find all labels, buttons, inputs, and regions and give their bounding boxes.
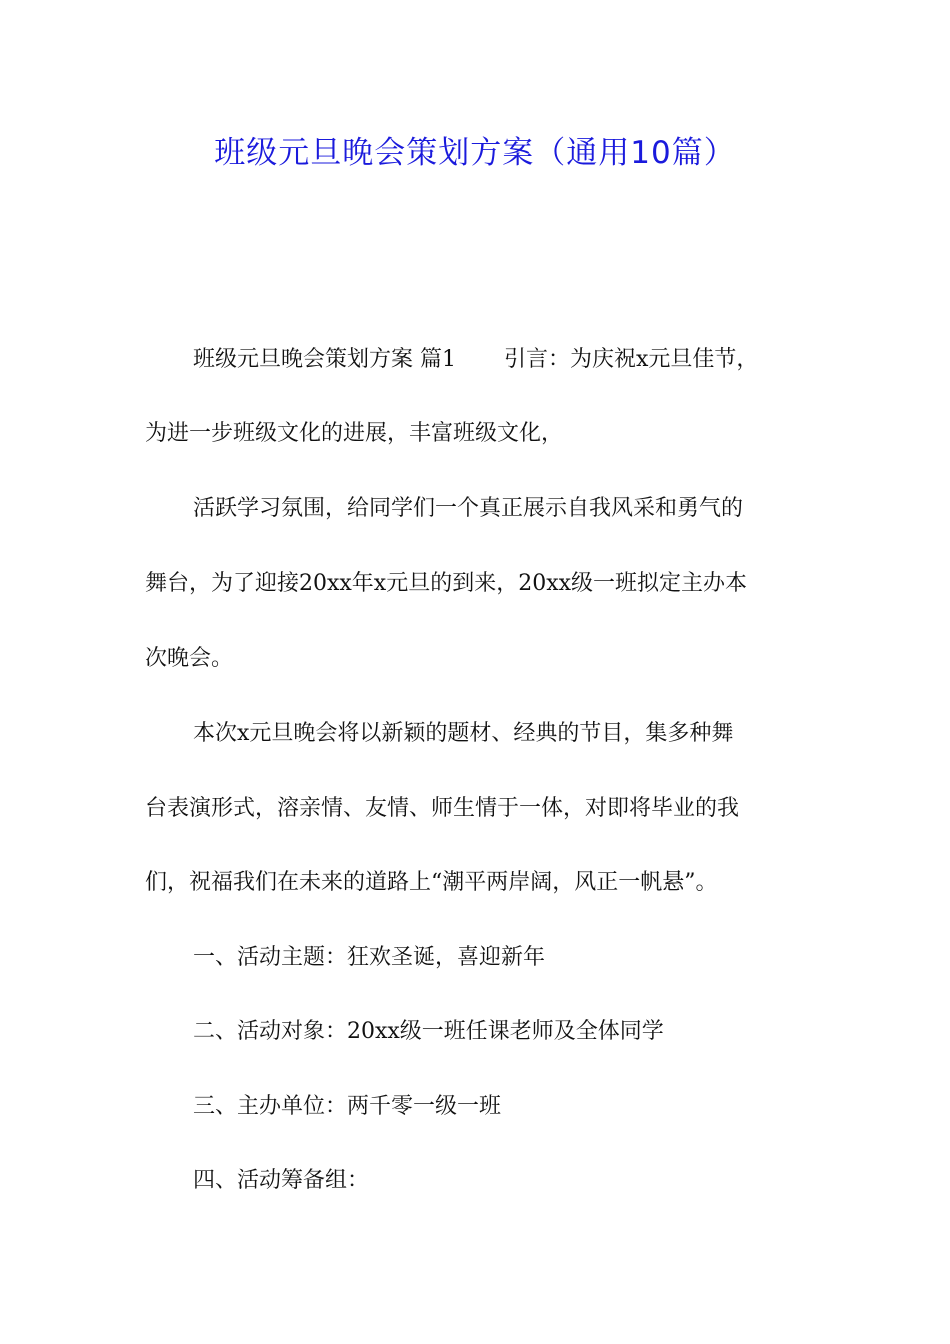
section-heading: 班级元旦晚会策划方案 篇1 [193,347,456,372]
list-item-committee: 四、活动筹备组： [193,1168,370,1193]
paragraph-line-2: 为进一步班级文化的进展，丰富班级文化， [145,421,564,446]
document-title: 班级元旦晚会策划方案（通用10篇） [214,135,736,171]
paragraph-line-4: 舞台，为了迎接20xx年x元旦的到来，20xx级一班拟定主办本 [145,571,748,596]
paragraph-line-7: 台表演形式，溶亲情、友情、师生情于一体，对即将毕业的我 [145,796,740,821]
list-item-theme: 一、活动主题：狂欢圣诞，喜迎新年 [193,945,546,970]
paragraph-line-8: 们，祝福我们在未来的道路上“潮平两岸阔，风正一帆悬”。 [145,870,718,895]
intro-text: 引言：为庆祝x元旦佳节， [504,347,759,372]
list-item-audience: 二、活动对象：20xx级一班任课老师及全体同学 [193,1019,664,1044]
paragraph-line-3: 活跃学习氛围，给同学们一个真正展示自我风采和勇气的 [193,496,744,521]
list-item-organizer: 三、主办单位：两千零一级一班 [193,1094,502,1119]
paragraph-line-1 [193,340,758,380]
paragraph-line-5: 次晚会。 [145,646,234,671]
paragraph-line-6: 本次x元旦晚会将以新颖的题材、经典的节目，集多种舞 [193,721,734,746]
